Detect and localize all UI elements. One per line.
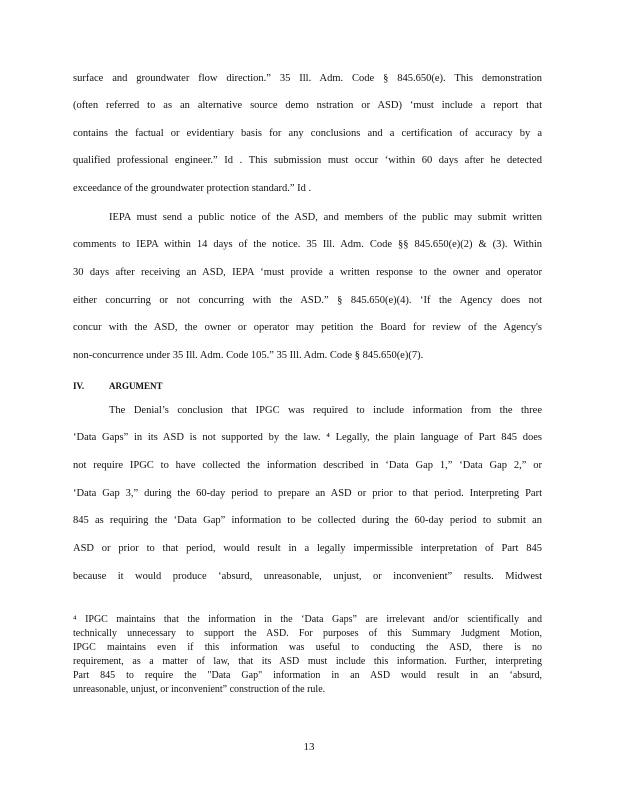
argument-line: ‘Data Gaps” in its ASD is not supported by the law. ⁴ Legally, the plain language of Part 845 does <box>73 432 542 443</box>
footnote-line: technically unnecessary to support the ASD. For purposes of this Summary Judgment Motion, <box>73 628 542 639</box>
section-heading: ARGUMENT <box>109 381 163 391</box>
body-line: 30 days after receiving an ASD, IEPA ‘must provide a written response to the owner and operator <box>73 267 542 278</box>
argument-line: because it would produce ‘absurd, unreasonable, unjust, or inconvenient” results. Midwest <box>73 571 542 582</box>
argument-line: not require IPGC to have collected the information described in ‘Data Gap 1,” ‘Data Gap 2,” or <box>73 460 542 471</box>
footnote-line: ⁴ IPGC maintains that the information in the ‘Data Gaps” are irrelevant and/or scientifically and <box>73 614 542 625</box>
footnote-line: Part 845 to require the "Data Gap" information in an ASD would result in an ‘absurd, <box>73 670 542 681</box>
body-line: (often referred to as an alternative source demo nstration or ASD) ‘must include a report that <box>73 100 542 111</box>
body-line: contains the factual or evidentiary basis for any conclusions and a certification of accuracy by a <box>73 128 542 139</box>
argument-line: ASD or prior to that period, would result in a legally impermissible interpretation of Part 845 <box>73 543 542 554</box>
body-line: non-concurrence under 35 Ill. Adm. Code 105.” 35 Ill. Adm. Code § 845.650(e)(7). <box>73 350 424 361</box>
body-line: either concurring or not concurring with the ASD.” § 845.650(e)(4). ‘If the Agency does not <box>73 295 542 306</box>
page-number: 13 <box>303 741 315 753</box>
argument-line: The Denial’s conclusion that IPGC was required to include information from the three <box>109 405 542 416</box>
body-line: IEPA must send a public notice of the ASD, and members of the public may submit written <box>109 212 542 223</box>
body-line: concur with the ASD, the owner or operator may petition the Board for review of the Agency's <box>73 322 542 333</box>
footnote-line: IPGC maintains even if this information was useful to conducting the ASD, there is no <box>73 642 542 653</box>
footnote-line: requirement, as a matter of law, that its ASD must include this information. Further, interpreting <box>73 656 542 667</box>
argument-line: ‘Data Gap 3,” during the 60-day period to prepare an ASD or prior to that period. Interpreting Part <box>73 488 542 499</box>
body-line: surface and groundwater flow direction.” 35 Ill. Adm. Code § 845.650(e). This demonstration <box>73 73 542 84</box>
section-number: IV. <box>73 381 85 391</box>
footnote-line: unreasonable, unjust, or inconvenient” construction of the rule. <box>73 684 326 695</box>
body-line: comments to IEPA within 14 days of the notice. 35 Ill. Adm. Code §§ 845.650(e)(2) & (3). Within <box>73 239 542 250</box>
body-line: qualified professional engineer.” Id . This submission must occur ‘within 60 days after he detected <box>73 155 542 166</box>
body-line: exceedance of the groundwater protection standard.” Id . <box>73 183 312 194</box>
argument-line: 845 as requiring the ‘Data Gap” information to be collected during the 60-day period to submit an <box>73 515 542 526</box>
